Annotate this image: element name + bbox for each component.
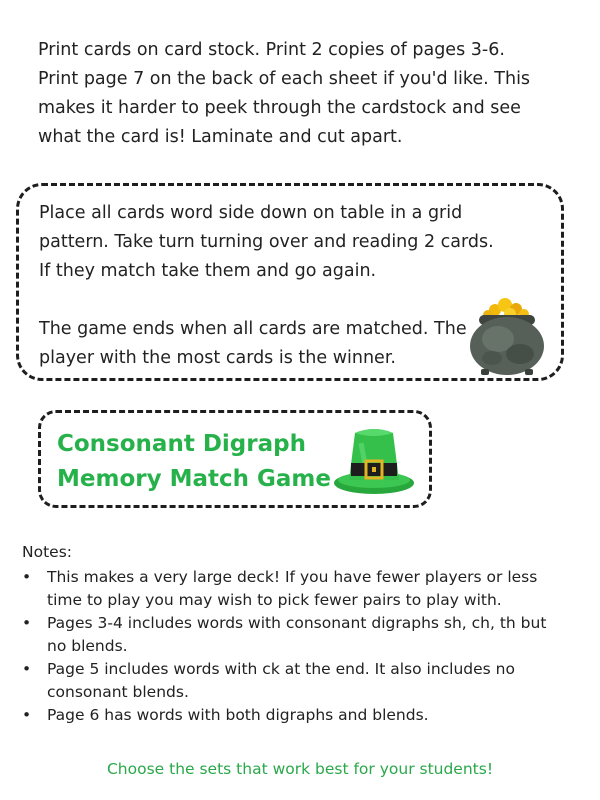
instructions-paragraph: Print cards on card stock. Print 2 copies of pages 3-6. Print page 7 on the back of each sheet if you'd like. This makes it harder to peek through the cardstock and see what the card is! Laminate and cut apart. (38, 40, 531, 147)
game-title-line-1: Consonant Digraph (57, 431, 306, 457)
rules-paragraph-play: Place all cards word side down on table in a grid pattern. Take turn turning over and reading 2 cards. If they match take them and go again. (39, 203, 494, 281)
closing-line: Choose the sets that work best for your students! (106, 760, 494, 778)
pot-of-gold-icon (465, 296, 549, 376)
notes-section (22, 541, 582, 727)
game-title (57, 427, 331, 497)
list-item: • Pages 3-4 includes words with consonant digraphs sh, ch, th but no blends. (22, 612, 547, 658)
list-item: • Page 6 has words with both digraphs and blends. (22, 704, 547, 727)
game-title-line-2: Memory Match Game (57, 466, 331, 492)
list-item: • Page 5 includes words with ck at the end. It also includes no consonant blends. (22, 658, 547, 704)
title-box (38, 410, 432, 508)
notes-heading: Notes: (22, 543, 72, 561)
leprechaun-hat-icon (331, 423, 417, 497)
rules-box (16, 183, 564, 381)
rules-paragraph-winner: The game ends when all cards are matched. The player with the most cards is the winner. (39, 319, 467, 368)
notes-list (22, 566, 582, 727)
list-item: • This makes a very large deck! If you have fewer players or less time to play you may wish to pick fewer pairs to play with. (22, 566, 547, 612)
rules-text (39, 199, 509, 373)
